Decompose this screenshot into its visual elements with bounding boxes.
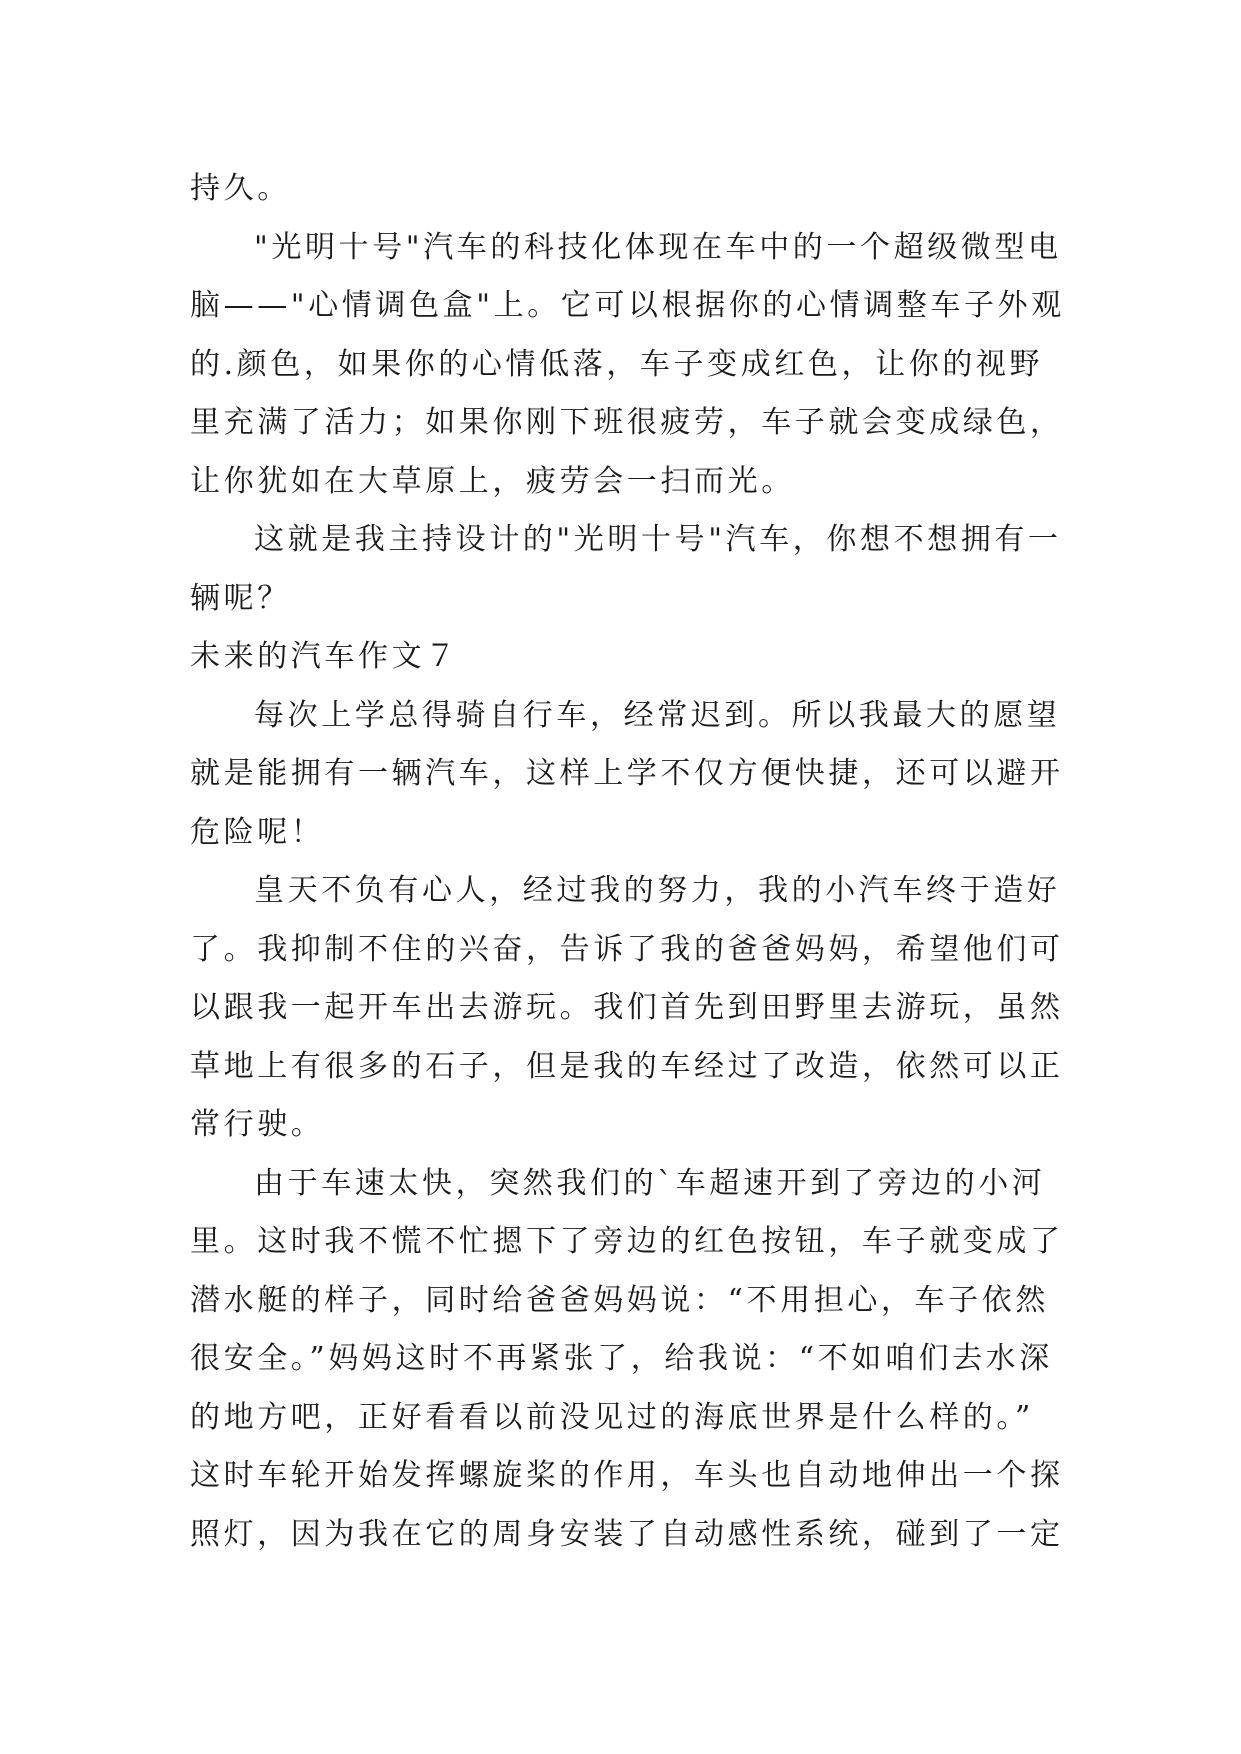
text-line: 的地方吧，正好看看以前没见过的海底世界是什么样的。” <box>190 1399 1034 1435</box>
text-line: 草地上有很多的石子，但是我的车经过了改造，依然可以正 <box>190 1048 1064 1084</box>
text-line: 危险呢！ <box>190 814 325 850</box>
text-line: 皇天不负有心人，经过我的努力，我的小汽车终于造好 <box>254 873 1061 908</box>
text-line: 的.颜色，如果你的心情低落，车子变成红色，让你的视野 <box>190 346 1044 382</box>
text-line: 了。我抑制不住的兴奋，告诉了我的爸爸妈妈，希望他们可 <box>190 931 1064 967</box>
text-line: 辆呢？ <box>190 580 291 616</box>
text-line: 照灯，因为我在它的周身安装了自动感性系统，碰到了一定 <box>190 1516 1064 1552</box>
text-line: 持久。 <box>190 171 291 206</box>
text-line: 让你犹如在大草原上，疲劳会一扫而光。 <box>190 463 795 499</box>
text-line: 潜水艇的样子，同时给爸爸妈妈说：“不用担心，车子依然 <box>190 1282 1049 1318</box>
text-line: 这就是我主持设计的"光明十号"汽车，你想不想拥有一 <box>254 522 1062 557</box>
text-line: 脑——"心情调色盒"上。它可以根据你的心情调整车子外观 <box>190 288 1065 323</box>
text-line: 这时车轮开始发挥螺旋桨的作用，车头也自动地伸出一个探 <box>190 1458 1064 1493</box>
document-body <box>190 160 1065 1564</box>
text-line: 由于车速太快，突然我们的`车超速开到了旁边的小河 <box>254 1165 1046 1201</box>
text-line: 以跟我一起开车出去游玩。我们首先到田野里去游玩，虽然 <box>190 990 1064 1025</box>
text-line: 常行驶。 <box>190 1107 325 1142</box>
text-line: 每次上学总得骑自行车，经常迟到。所以我最大的愿望 <box>254 697 1061 733</box>
text-line: 就是能拥有一辆汽车，这样上学不仅方便快捷，还可以避开 <box>190 756 1064 791</box>
text-line: 里。这时我不慌不忙摁下了旁边的红色按钮，车子就变成了 <box>190 1224 1064 1259</box>
section-heading: 未来的汽车作文７ <box>190 639 459 674</box>
text-line: "光明十号"汽车的科技化体现在车中的一个超级微型电 <box>254 229 1062 265</box>
text-line: 里充满了活力；如果你刚下班很疲劳，车子就会变成绿色， <box>190 405 1064 440</box>
text-line: 很安全。”妈妈这时不再紧张了，给我说：“不如咱们去水深 <box>190 1341 1053 1376</box>
